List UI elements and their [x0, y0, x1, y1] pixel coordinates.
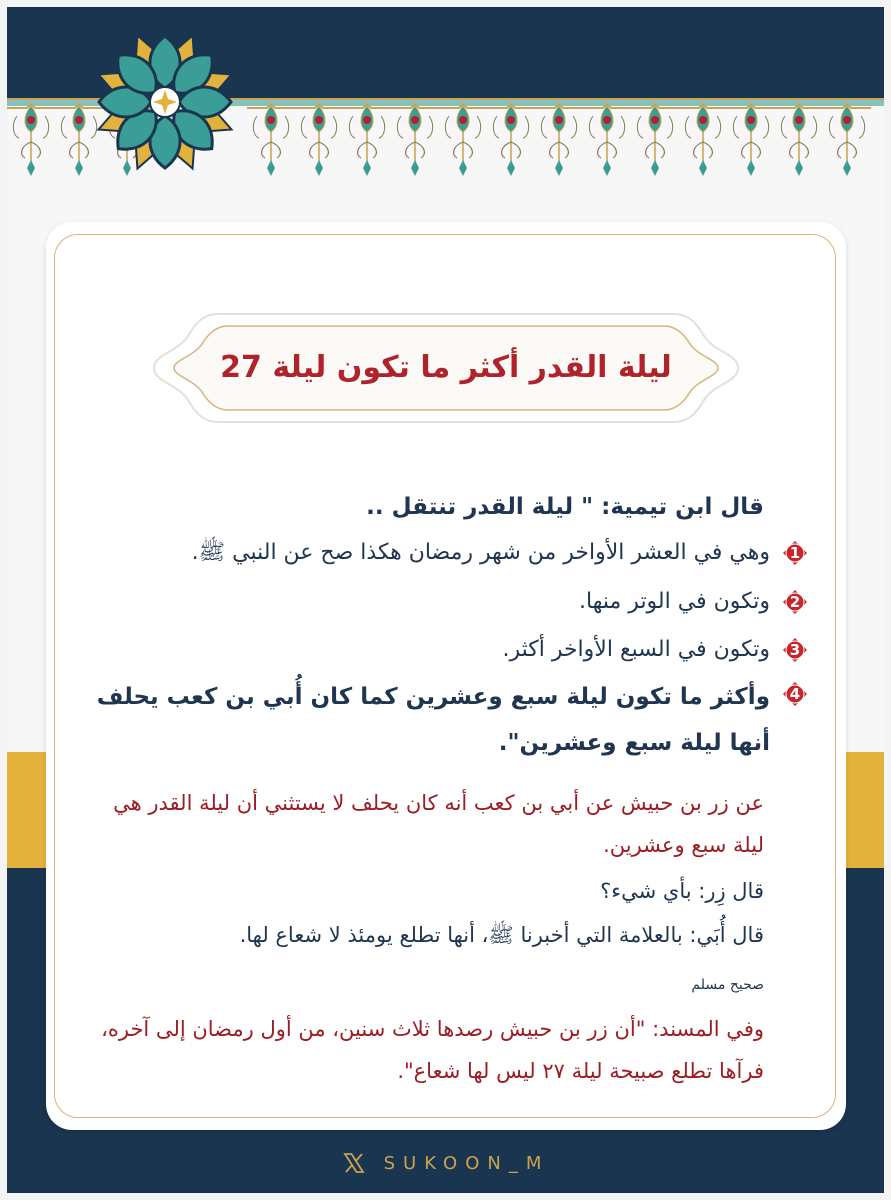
number-badge-label: 3	[789, 641, 801, 659]
intro-line: قال ابن تيمية: " ليلة القدر تنتقل ..	[366, 494, 764, 520]
zir-question: قال زِر: بأي شيء؟	[600, 879, 764, 903]
number-badge	[782, 540, 808, 566]
number-badge	[782, 637, 808, 663]
hadith-text: عن زر بن حبيش عن أبي بن كعب أنه كان يحلف لا يستثني أن ليلة القدر هي ليلة سبع وعشرين.	[113, 791, 764, 857]
source-label: صحيح مسلم	[691, 977, 764, 993]
point-text: وتكون في السبع الأواخر أكثر.	[502, 637, 770, 662]
point-3	[80, 630, 808, 670]
page-title: ليلة القدر أكثر ما تكون ليلة 27	[220, 350, 672, 385]
gold-band-right	[844, 752, 884, 868]
footer	[7, 1140, 884, 1186]
rosette-icon	[88, 25, 242, 179]
point-text: وتكون في الوتر منها.	[579, 589, 770, 614]
x-logo-icon	[342, 1151, 366, 1175]
point-4	[80, 674, 808, 766]
number-badge	[782, 589, 808, 615]
musnad-text: وفي المسند: "أن زر بن حبيش رصدها ثلاث سنين، من أول رمضان إلى آخره، فرآها تطلع صبيحة ليلة ٢٧ ليس لها شعاع".	[101, 1017, 764, 1083]
point-text: وأكثر ما تكون ليلة سبع وعشرين كما كان أُبي بن كعب يحلف أنها ليلة سبع وعشرين".	[96, 684, 770, 756]
number-badge	[782, 681, 808, 707]
number-badge-label: 4	[789, 685, 801, 703]
number-badge-label: 2	[789, 593, 801, 611]
point-2	[80, 582, 808, 622]
number-badge-label: 1	[789, 544, 801, 562]
point-text: وهي في العشر الأواخر من شهر رمضان هكذا صح عن النبي ﷺ.	[191, 540, 770, 565]
ubay-answer: قال أُبَي: بالعلامة التي أخبرنا ﷺ، أنها تطلع يومئذ لا شعاع لها.	[239, 923, 764, 947]
account-handle[interactable]: SUKOON_M	[383, 1152, 550, 1174]
point-1	[80, 533, 808, 573]
gold-band-left	[7, 752, 47, 868]
